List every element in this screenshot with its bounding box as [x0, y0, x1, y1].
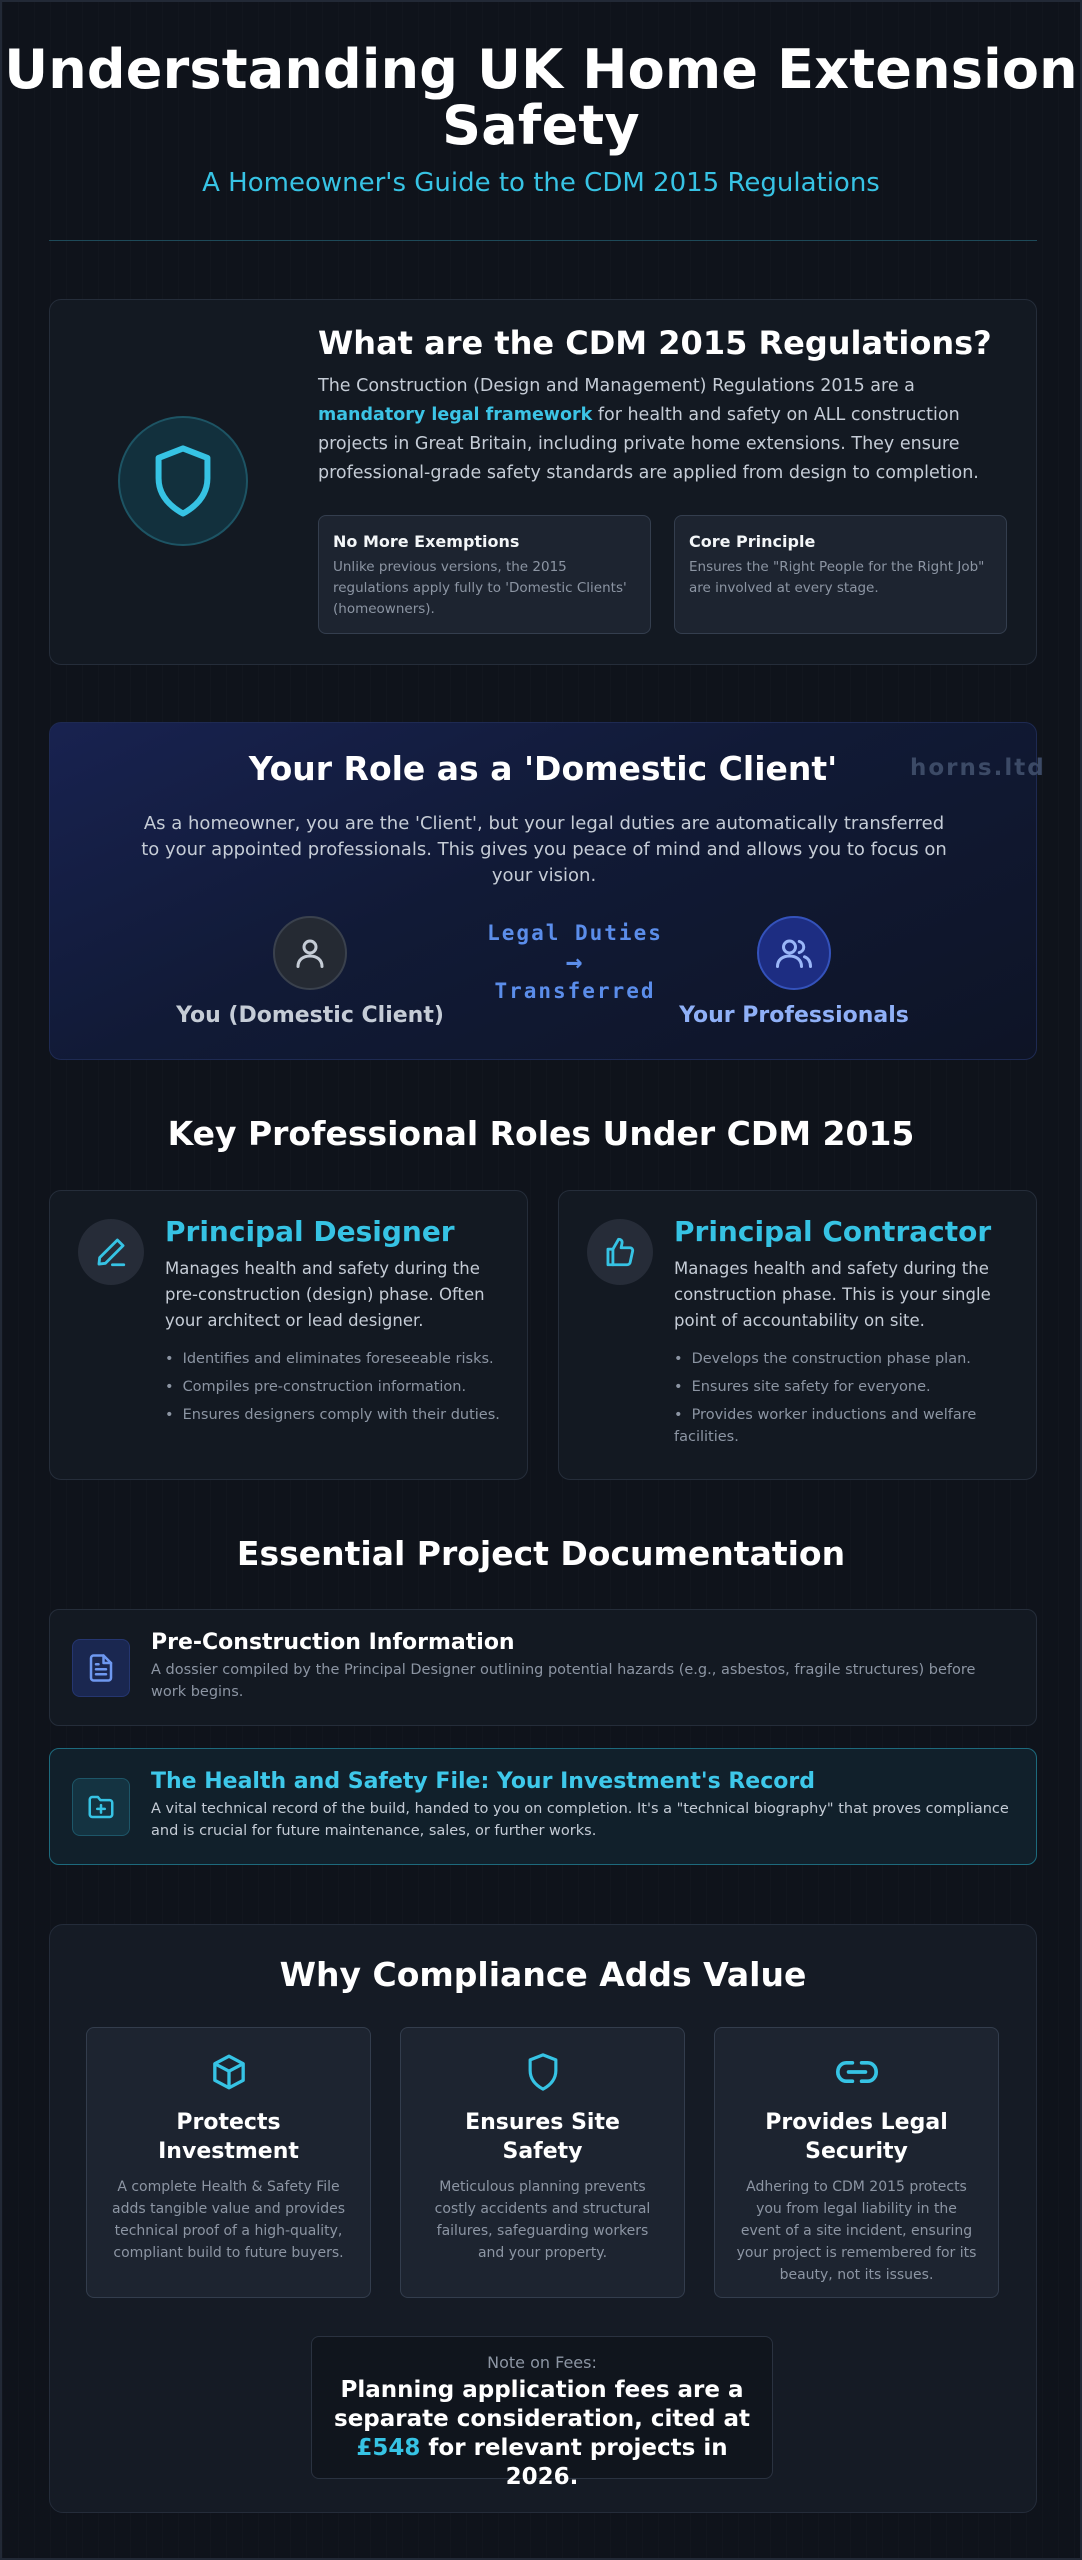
link-icon [715, 2050, 998, 2094]
legal-security-box [714, 2027, 999, 2298]
site-safety-description: Meticulous planning prevents costly accidents and structural failures, safeguarding workers and your property. [434, 2179, 651, 2261]
cube-icon [87, 2050, 370, 2094]
protects-investment-box [86, 2027, 371, 2298]
shield-icon [401, 2050, 684, 2094]
principal-designer-card [49, 1190, 528, 1480]
folder-plus-icon [72, 1778, 130, 1836]
principal-contractor-card [558, 1190, 1037, 1480]
list-item: • Identifies and eliminates foreseeable risks. [165, 1348, 505, 1370]
list-item: • Compiles pre-construction information. [165, 1376, 505, 1398]
list-item: • Ensures designers comply with their duties. [165, 1404, 505, 1426]
thumbs-up-icon [587, 1219, 653, 1285]
principal-designer-duties [165, 1348, 505, 1426]
professionals-label: Your Professionals [679, 1003, 909, 1028]
no-exemptions-description: Unlike previous versions, the 2015 regulations apply fully to 'Domestic Clients' (homeowners). [333, 559, 627, 617]
cdm-highlight: mandatory legal framework [318, 405, 593, 425]
principal-contractor-name: Principal Contractor [674, 1215, 992, 1248]
health-safety-file-content [151, 1769, 1013, 1842]
protects-investment-title: Protects Investment [158, 2110, 299, 2164]
site-safety-title: Ensures Site Safety [465, 2110, 620, 2164]
cdm-content [318, 324, 1008, 488]
protects-investment-description: A complete Health & Safety File adds tangible value and provides technical proof of a high-quality, compliant build to future buyers. [111, 2179, 345, 2261]
cdm-section [49, 299, 1037, 665]
user-icon [273, 916, 347, 990]
health-safety-file-card [49, 1748, 1037, 1865]
role-description: As a homeowner, you are the 'Client', but your legal duties are automatically transferred to your appointed professionals. This gives you peace of mind and allows you to focus on your vision. [141, 813, 947, 886]
users-icon [757, 916, 831, 990]
duties-transfer-bottom: Transferred [494, 979, 656, 1003]
pre-construction-info-title: Pre-Construction Information [151, 1630, 515, 1655]
key-roles-title: Key Professional Roles Under CDM 2015 [167, 1114, 915, 1153]
list-item: • Provides worker inductions and welfare facilities. [674, 1404, 1014, 1448]
arrow-right-icon: → [565, 945, 585, 978]
list-item: • Ensures site safety for everyone. [674, 1376, 1014, 1398]
documentation-title: Essential Project Documentation [236, 1534, 846, 1573]
fee-note-label: Note on Fees: [487, 2353, 597, 2372]
watermark: horns.ltd [910, 755, 1046, 781]
legal-security-description: Adhering to CDM 2015 protects you from legal liability in the event of a site incident, ensuring your project is remembered for its beauty, not its issues. [736, 2179, 977, 2283]
health-safety-file-description: A vital technical record of the build, handed to you on completion. It's a "technical biography" that proves compliance and is crucial for future maintenance, sales, or further works. [151, 1801, 1009, 1839]
compliance-value-section [49, 1924, 1037, 2513]
document-icon [72, 1639, 130, 1697]
page-header [2, 38, 1080, 198]
pre-construction-info-description: A dossier compiled by the Principal Designer outlining potential hazards (e.g., asbestos, fragile structures) before work begins. [151, 1662, 976, 1700]
principal-designer-content [165, 1215, 505, 1432]
fee-note-start: Planning application fees are a separate consideration, cited at [334, 2377, 750, 2432]
duties-transfer [425, 921, 725, 1003]
value-title: Why Compliance Adds Value [279, 1955, 807, 1994]
shield-icon [118, 416, 248, 546]
cdm-description-end: for health and safety on ALL construction projects in Great Britain, including private home extensions. They ensure professional-grade safety standards are applied from design to completion. [318, 405, 979, 483]
fee-note-end: for relevant projects in 2026. [420, 2435, 728, 2490]
fee-note [311, 2336, 773, 2490]
list-item: • Develops the construction phase plan. [674, 1348, 1014, 1370]
client-label: You (Domestic Client) [176, 1003, 444, 1028]
duties-transfer-top: Legal Duties [487, 921, 663, 945]
header-divider [49, 240, 1037, 241]
principal-contractor-duties [674, 1348, 1014, 1448]
fee-amount: £548 [356, 2435, 421, 2461]
site-safety-box [400, 2027, 685, 2298]
cdm-description-start: The Construction (Design and Management) Regulations 2015 are a [318, 376, 915, 396]
health-safety-file-title: The Health and Safety File: Your Investment's Record [151, 1769, 815, 1794]
pen-icon [78, 1219, 144, 1285]
principal-contractor-content [674, 1215, 1014, 1454]
cdm-description [318, 372, 1008, 488]
domestic-client-section [49, 722, 1046, 1060]
fee-note-text [327, 2376, 757, 2492]
legal-security-title: Provides Legal Security [765, 2110, 948, 2164]
principal-designer-name: Principal Designer [165, 1215, 455, 1248]
principal-designer-description: Manages health and safety during the pre-construction (design) phase. Often your architect or lead designer. [165, 1259, 485, 1330]
core-principle-box [674, 515, 1007, 634]
page-title: Understanding UK Home Extension Safety [4, 38, 1078, 157]
pre-construction-info-card [49, 1609, 1037, 1726]
core-principle-description: Ensures the "Right People for the Right Job" are involved at every stage. [689, 559, 985, 596]
no-exemptions-box [318, 515, 651, 634]
pre-construction-info-content [151, 1630, 1013, 1703]
core-principle-title: Core Principle [689, 532, 816, 551]
role-title: Your Role as a 'Domestic Client' [248, 749, 838, 788]
no-exemptions-title: No More Exemptions [333, 532, 520, 551]
page-subtitle: A Homeowner's Guide to the CDM 2015 Regulations [202, 168, 880, 198]
cdm-title: What are the CDM 2015 Regulations? [318, 324, 992, 362]
principal-contractor-description: Manages health and safety during the construction phase. This is your single point of accountability on site. [674, 1259, 991, 1330]
